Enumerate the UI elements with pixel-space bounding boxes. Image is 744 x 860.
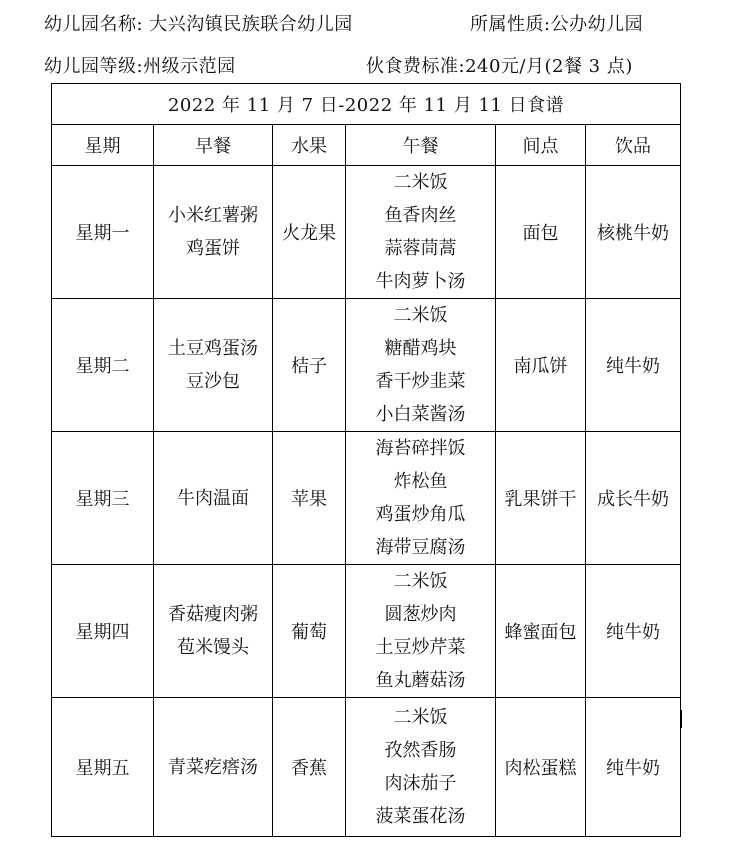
menu-item-line: 土豆炒芹菜 <box>375 637 466 658</box>
menu-item-line: 海苔碎拌饭 <box>375 438 466 459</box>
menu-item-line: 土豆鸡蛋汤 <box>168 338 258 359</box>
menu-item-line: 鸡蛋饼 <box>186 238 240 259</box>
day-cell: 星期一 <box>52 166 154 299</box>
breakfast-cell <box>154 166 273 299</box>
snack-cell: 蜂蜜面包 <box>496 565 586 698</box>
meal-fee-standard: 伙食费标准:240元/月(2餐 3 点) <box>366 56 633 77</box>
table-row <box>52 698 681 837</box>
table-row <box>52 299 681 432</box>
snack-cell: 肉松蛋糕 <box>496 698 586 837</box>
menu-item-line: 圆葱炒肉 <box>384 604 457 625</box>
fruit-cell: 葡萄 <box>273 565 346 698</box>
day-cell: 星期五 <box>52 698 154 837</box>
table-row <box>52 166 681 299</box>
menu-item-line: 香干炒韭菜 <box>375 371 466 392</box>
lunch-cell <box>346 698 496 837</box>
breakfast-cell <box>154 299 273 432</box>
col-header-snack: 间点 <box>496 125 586 166</box>
lunch-cell <box>346 166 496 299</box>
menu-item-line: 蒜蓉茼蒿 <box>384 238 457 259</box>
menu-table <box>51 83 681 837</box>
drink-cell: 核桃牛奶 <box>586 166 681 299</box>
col-header-fruit: 水果 <box>273 125 346 166</box>
menu-item-line: 牛肉温面 <box>177 487 249 509</box>
menu-item-line: 苞米馒头 <box>177 637 249 658</box>
table-row <box>52 432 681 565</box>
table-row <box>52 565 681 698</box>
drink-cell: 纯牛奶 <box>586 299 681 432</box>
menu-item-line: 海带豆腐汤 <box>375 537 466 558</box>
fruit-cell: 苹果 <box>273 432 346 565</box>
breakfast-cell <box>154 565 273 698</box>
menu-item-line: 小米红薯粥 <box>168 205 258 226</box>
kindergarten-level: 幼儿园等级:州级示范园 <box>44 56 236 77</box>
drink-cell: 纯牛奶 <box>586 565 681 698</box>
lunch-cell <box>346 565 496 698</box>
col-header-breakfast: 早餐 <box>154 125 273 166</box>
kindergarten-property: 所属性质:公办幼儿园 <box>470 14 644 35</box>
menu-item-line: 豆沙包 <box>186 371 240 392</box>
column-header-row <box>52 125 681 166</box>
text-cursor <box>680 710 682 728</box>
menu-item-line: 鱼香肉丝 <box>384 205 457 226</box>
breakfast-cell <box>154 432 273 565</box>
menu-item-line: 二米饭 <box>393 571 448 592</box>
kindergarten-name: 幼儿园名称: 大兴沟镇民族联合幼儿园 <box>44 14 353 35</box>
menu-item-line: 鸡蛋炒角瓜 <box>375 504 466 525</box>
col-header-lunch: 午餐 <box>346 125 496 166</box>
menu-item-line: 肉沫茄子 <box>384 773 457 794</box>
menu-item-line: 二米饭 <box>393 305 448 326</box>
menu-item-line: 菠菜蛋花汤 <box>375 806 466 827</box>
menu-title: 2022 年 11 月 7 日-2022 年 11 月 11 日食谱 <box>52 84 681 125</box>
fruit-cell: 香蕉 <box>273 698 346 837</box>
lunch-cell <box>346 432 496 565</box>
menu-item-line: 二米饭 <box>393 707 448 728</box>
menu-item-line: 炸松鱼 <box>393 471 448 492</box>
drink-cell: 成长牛奶 <box>586 432 681 565</box>
menu-item-line: 香菇瘦肉粥 <box>168 604 258 625</box>
menu-item-line: 小白菜酱汤 <box>375 404 466 425</box>
menu-item-line: 二米饭 <box>393 172 448 193</box>
lunch-cell <box>346 299 496 432</box>
breakfast-cell <box>154 698 273 837</box>
menu-title-row <box>52 84 681 125</box>
fruit-cell: 火龙果 <box>273 166 346 299</box>
day-cell: 星期二 <box>52 299 154 432</box>
menu-item-line: 牛肉萝卜汤 <box>375 271 466 292</box>
snack-cell: 乳果饼干 <box>496 432 586 565</box>
day-cell: 星期四 <box>52 565 154 698</box>
fruit-cell: 桔子 <box>273 299 346 432</box>
col-header-drink: 饮品 <box>586 125 681 166</box>
menu-item-line: 青菜疙瘩汤 <box>168 756 258 778</box>
menu-item-line: 糖醋鸡块 <box>384 338 457 359</box>
snack-cell: 南瓜饼 <box>496 299 586 432</box>
drink-cell: 纯牛奶 <box>586 698 681 837</box>
day-cell: 星期三 <box>52 432 154 565</box>
col-header-day: 星期 <box>52 125 154 166</box>
menu-item-line: 孜然香肠 <box>384 740 457 761</box>
menu-item-line: 鱼丸蘑菇汤 <box>375 670 466 691</box>
snack-cell: 面包 <box>496 166 586 299</box>
